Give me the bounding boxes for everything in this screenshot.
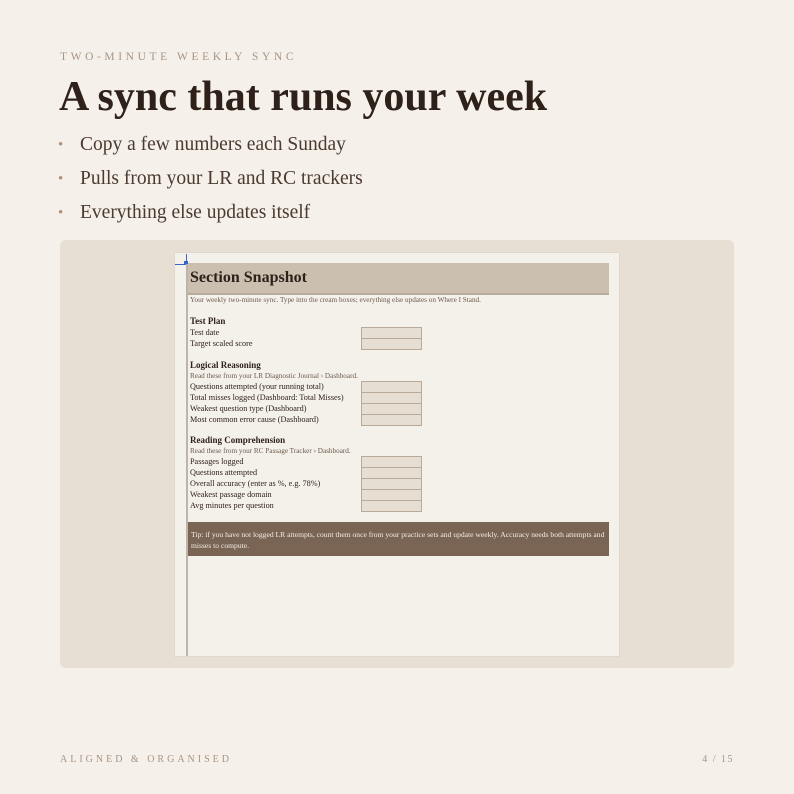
column-gutter — [186, 264, 188, 656]
row-label-lr-misses: Total misses logged (Dashboard: Total Misses) — [190, 393, 344, 402]
bullet-dot-icon: • — [58, 136, 64, 153]
row-label-rc-accuracy: Overall accuracy (enter as %, e.g. 78%) — [190, 479, 321, 488]
rc-note: Read these from your RC Passage Tracker › Dashboard. — [190, 447, 351, 455]
bullet-text: Copy a few numbers each Sunday — [80, 134, 346, 155]
bullet-text: Everything else updates itself — [80, 202, 311, 223]
test-plan-heading: Test Plan — [190, 316, 226, 326]
lr-error-cause-input[interactable] — [361, 414, 422, 426]
screenshot-panel — [60, 240, 734, 668]
sheet-title: Section Snapshot — [190, 269, 307, 286]
bullet-text: Pulls from your LR and RC trackers — [80, 168, 363, 189]
rc-heading: Reading Comprehension — [190, 435, 286, 445]
sheet-intro: Your weekly two-minute sync. Type into the cream boxes; everything else updates on Where I Stand. — [190, 296, 481, 304]
page-title: A sync that runs your week — [59, 74, 548, 120]
eyebrow-label: TWO-MINUTE WEEKLY SYNC — [60, 51, 298, 63]
bullet-item — [58, 128, 363, 162]
row-label-rc-weakest-domain: Weakest passage domain — [190, 490, 272, 499]
lr-note: Read these from your LR Diagnostic Journal › Dashboard. — [190, 372, 358, 380]
row-label-test-date: Test date — [190, 328, 220, 337]
bullet-dot-icon: • — [58, 204, 64, 221]
bullet-dot-icon: • — [58, 170, 64, 187]
section-header-band — [188, 263, 609, 295]
rc-avg-minutes-input[interactable] — [361, 500, 422, 512]
bullet-item — [58, 162, 363, 196]
row-label-target-score: Target scaled score — [190, 339, 253, 348]
lr-heading: Logical Reasoning — [190, 360, 261, 370]
spreadsheet-preview — [175, 253, 619, 656]
target-score-input[interactable] — [361, 338, 422, 350]
row-label-rc-passages: Passages logged — [190, 457, 244, 466]
tip-banner: Tip: if you have not logged LR attempts, count them once from your practice sets and update weekly. Accuracy needs both attempts and misses to compute. — [188, 522, 609, 556]
row-label-rc-avg-minutes: Avg minutes per question — [190, 501, 274, 510]
row-label-lr-attempted: Questions attempted (your running total) — [190, 382, 324, 391]
page-number: 4 / 15 — [702, 754, 734, 765]
bullet-item — [58, 196, 363, 230]
row-label-rc-attempted: Questions attempted — [190, 468, 258, 477]
row-label-lr-weakest-type: Weakest question type (Dashboard) — [190, 404, 307, 413]
row-label-lr-error-cause: Most common error cause (Dashboard) — [190, 415, 319, 424]
bullet-list — [58, 128, 363, 230]
footer-brand: ALIGNED & ORGANISED — [60, 754, 232, 765]
